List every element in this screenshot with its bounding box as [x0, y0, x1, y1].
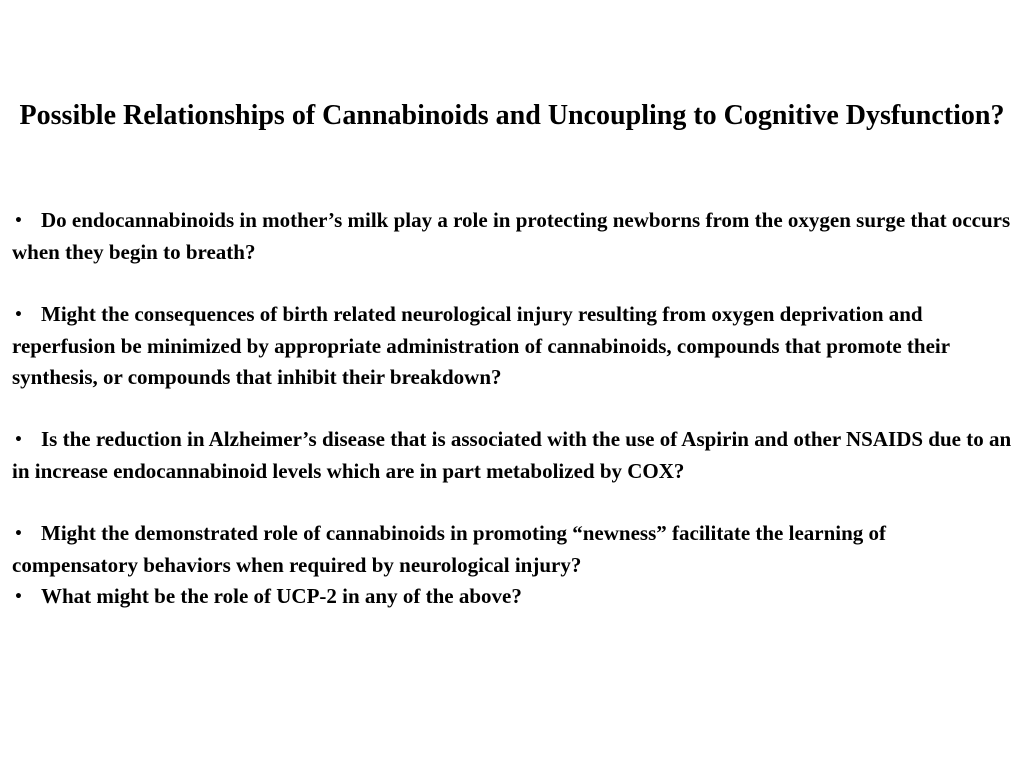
bullet-text: Might the consequences of birth related neurological injury resulting from oxygen deprivation and reperfusion be minimized by appropriate administration of cannabinoids, compounds that promote their synthesis, or compounds that inhibit their breakdown?: [12, 302, 950, 389]
bullet-text: What might be the role of UCP-2 in any of the above?: [41, 584, 522, 608]
slide-title: Possible Relationships of Cannabinoids and Uncoupling to Cognitive Dysfunction?: [19, 100, 1005, 131]
bullet-item: [12, 205, 1012, 268]
bullet-item: [12, 518, 1012, 581]
bullet-list: [12, 205, 1012, 613]
bullet-icon: •: [14, 432, 23, 448]
bullet-item: [12, 581, 1012, 613]
bullet-item: [12, 299, 1012, 393]
bullet-icon: •: [14, 307, 23, 323]
bullet-text: Do endocannabinoids in mother’s milk play a role in protecting newborns from the oxygen surge that occurs when they begin to breath?: [12, 208, 1011, 264]
bullet-text: Is the reduction in Alzheimer’s disease that is associated with the use of Aspirin and other NSAIDS due to an in increase endocannabinoid levels which are in part metabolized by COX?: [12, 427, 1012, 483]
bullet-text: Might the demonstrated role of cannabinoids in promoting “newness” facilitate the learning of compensatory behaviors when required by neurological injury?: [12, 521, 887, 577]
bullet-icon: •: [14, 526, 23, 542]
bullet-icon: •: [14, 213, 23, 229]
bullet-item: [12, 424, 1012, 487]
bullet-icon: •: [14, 589, 23, 605]
